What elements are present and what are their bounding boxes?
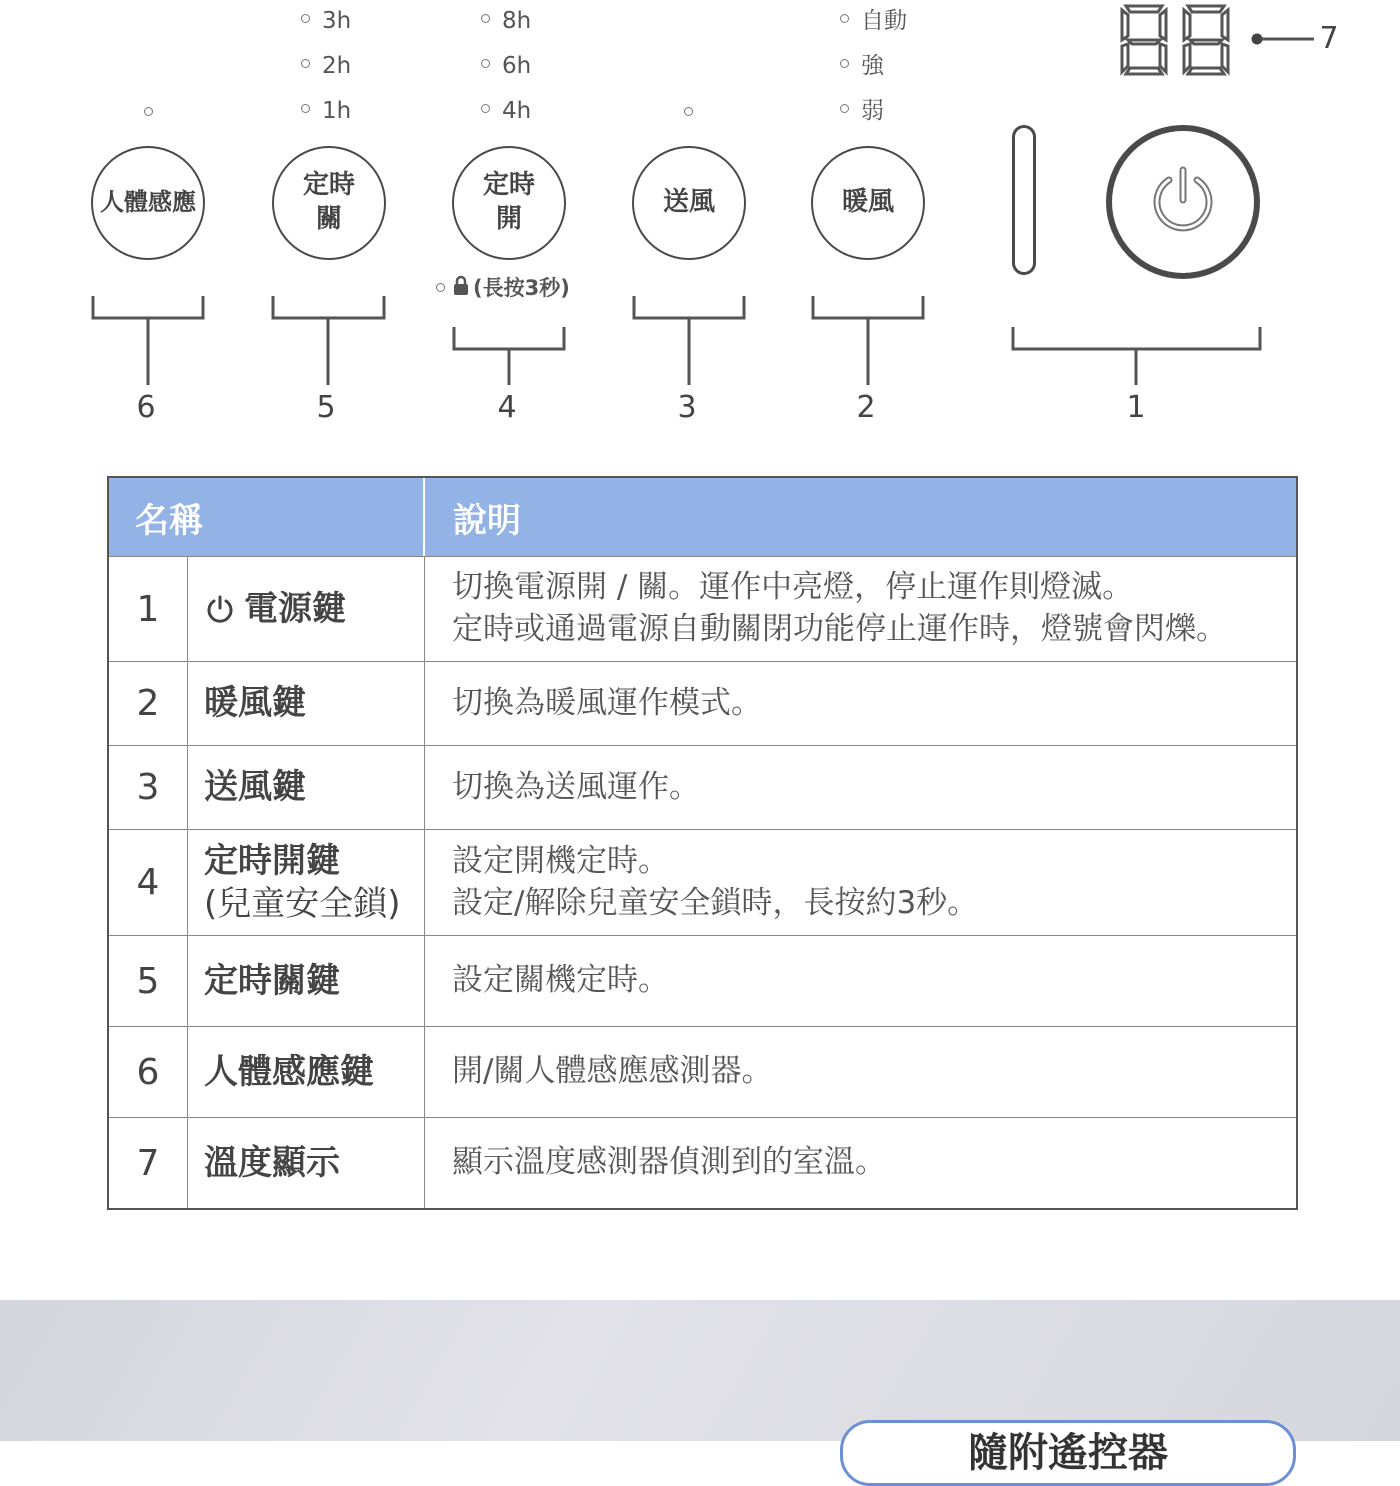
warm-button[interactable]: 暖風 [811,146,925,260]
header-desc: 說明 [453,500,521,541]
row-number: 7 [109,1118,188,1208]
table-row [109,661,1296,745]
row-name: 溫度顯示 [188,1118,425,1208]
row-description: 顯示溫度感測器偵測到的室溫。 [452,1144,886,1181]
power-icon [204,593,236,625]
warm-indicator-weak: 弱 [840,100,884,123]
timer-on-indicator-8h: 8h [481,10,531,33]
timer-on-indicator-6h: 6h [481,55,531,78]
callout-lines [0,0,1400,440]
callout-number-5: 5 [316,390,336,425]
timer-off-button[interactable]: 定時 關 [272,146,386,260]
row-name: 暖風鍵 [188,662,425,745]
button-description-table [107,476,1298,1210]
timer-off-indicator-3h: 3h [301,10,351,33]
timer-off-indicator-1h: 1h [301,100,351,123]
row-number: 5 [109,936,188,1026]
table-row [109,1117,1296,1208]
table-row [109,829,1296,935]
warm-indicator-auto: 自動 [840,10,907,33]
header-name: 名稱 [109,478,425,556]
callout-number-6: 6 [136,390,156,425]
row-name: 電源鍵 [188,557,425,661]
row-description: 設定開機定時。 設定/解除兒童安全鎖時，長按約3秒。 [452,842,979,921]
callout-number-1: 1 [1126,390,1146,425]
row-number: 1 [109,557,188,661]
row-number: 3 [109,746,188,829]
row-description: 切換電源開 / 關。運作中亮燈，停止運作則燈滅。 定時或通過電源自動關閉功能停止運作時，燈號會閃爍。 [452,569,1227,647]
row-description: 開/關人體感應感測器。 [452,1053,773,1090]
sensor-button[interactable]: 人體感應 [91,146,205,260]
table-row [109,745,1296,829]
callout-number-2: 2 [856,390,876,425]
table-row [109,556,1296,661]
row-description: 切換為送風運作。 [452,768,700,805]
row-number: 4 [109,830,188,935]
row-name: 定時開鍵 (兒童安全鎖) [188,830,425,935]
row-description: 切換為暖風運作模式。 [452,684,762,721]
row-name: 送風鍵 [188,746,425,829]
table-header [109,478,1296,556]
row-number: 6 [109,1027,188,1117]
callout-number-4: 4 [497,390,517,425]
callout-number-7: 7 [1319,21,1339,56]
timer-on-button[interactable]: 定時 開 [452,146,566,260]
timer-off-indicator-2h: 2h [301,55,351,78]
remote-control-heading: 隨附遙控器 [840,1420,1296,1486]
fan-button[interactable]: 送風 [632,146,746,260]
row-number: 2 [109,662,188,745]
row-description: 設定關機定時。 [452,962,669,999]
row-name: 人體感應鍵 [188,1027,425,1117]
child-lock-note: (長按3秒) [436,272,570,302]
table-row [109,935,1296,1026]
timer-on-indicator-4h: 4h [481,100,531,123]
warm-indicator-strong: 強 [840,55,884,78]
row-name: 定時關鍵 [188,936,425,1026]
callout-number-3: 3 [677,390,697,425]
table-row [109,1026,1296,1117]
